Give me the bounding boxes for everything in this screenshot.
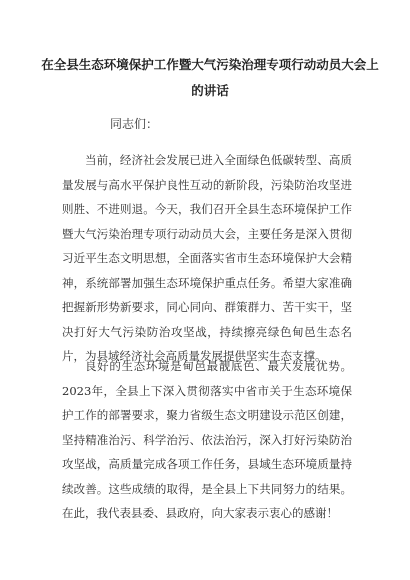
paragraph-2: 良好的生态环境是甸邑最靓底色、最大发展优势。2023年，全县上下深入贯彻落实中省市关于生态环境保护工作的部署要求，聚力省级生态文明建设示范区创建，坚持精准治污、科学治污、依法治污，深入打好污染防治攻坚战，高质量完成各项工作任务，县域生态环境质量持续改善。这些成绩的取得，是全县上下共同努力的结果。在此，我代表县委、县政府，向大家表示衷心的感谢！: [62, 359, 352, 520]
paragraph-1: 当前，经济社会发展已进入全面绿色低碳转型、高质量发展与高水平保护良性互动的新阶段，污染防治攻坚进则胜、不进则退。今天，我们召开全县生态环境保护工作暨大气污染治理专项行动动员大会，主要任务是深入贯彻习近平生态文明思想，全面落实省市生态环境保护大会精神，系统部署加强生态环境保护重点任务。希望大家准确把握新形势新要求，同心同向、群策群力、苦干实干，坚决打好大气污染防治攻坚战，持续擦亮绿色甸邑生态名片，为县域经济社会高质量发展提供坚实生态支撑。: [62, 153, 352, 363]
greeting: 同志们：: [110, 117, 159, 131]
document-title: 在全县生态环境保护工作暨大气污染治理专项行动动员大会上的讲话: [41, 57, 379, 98]
